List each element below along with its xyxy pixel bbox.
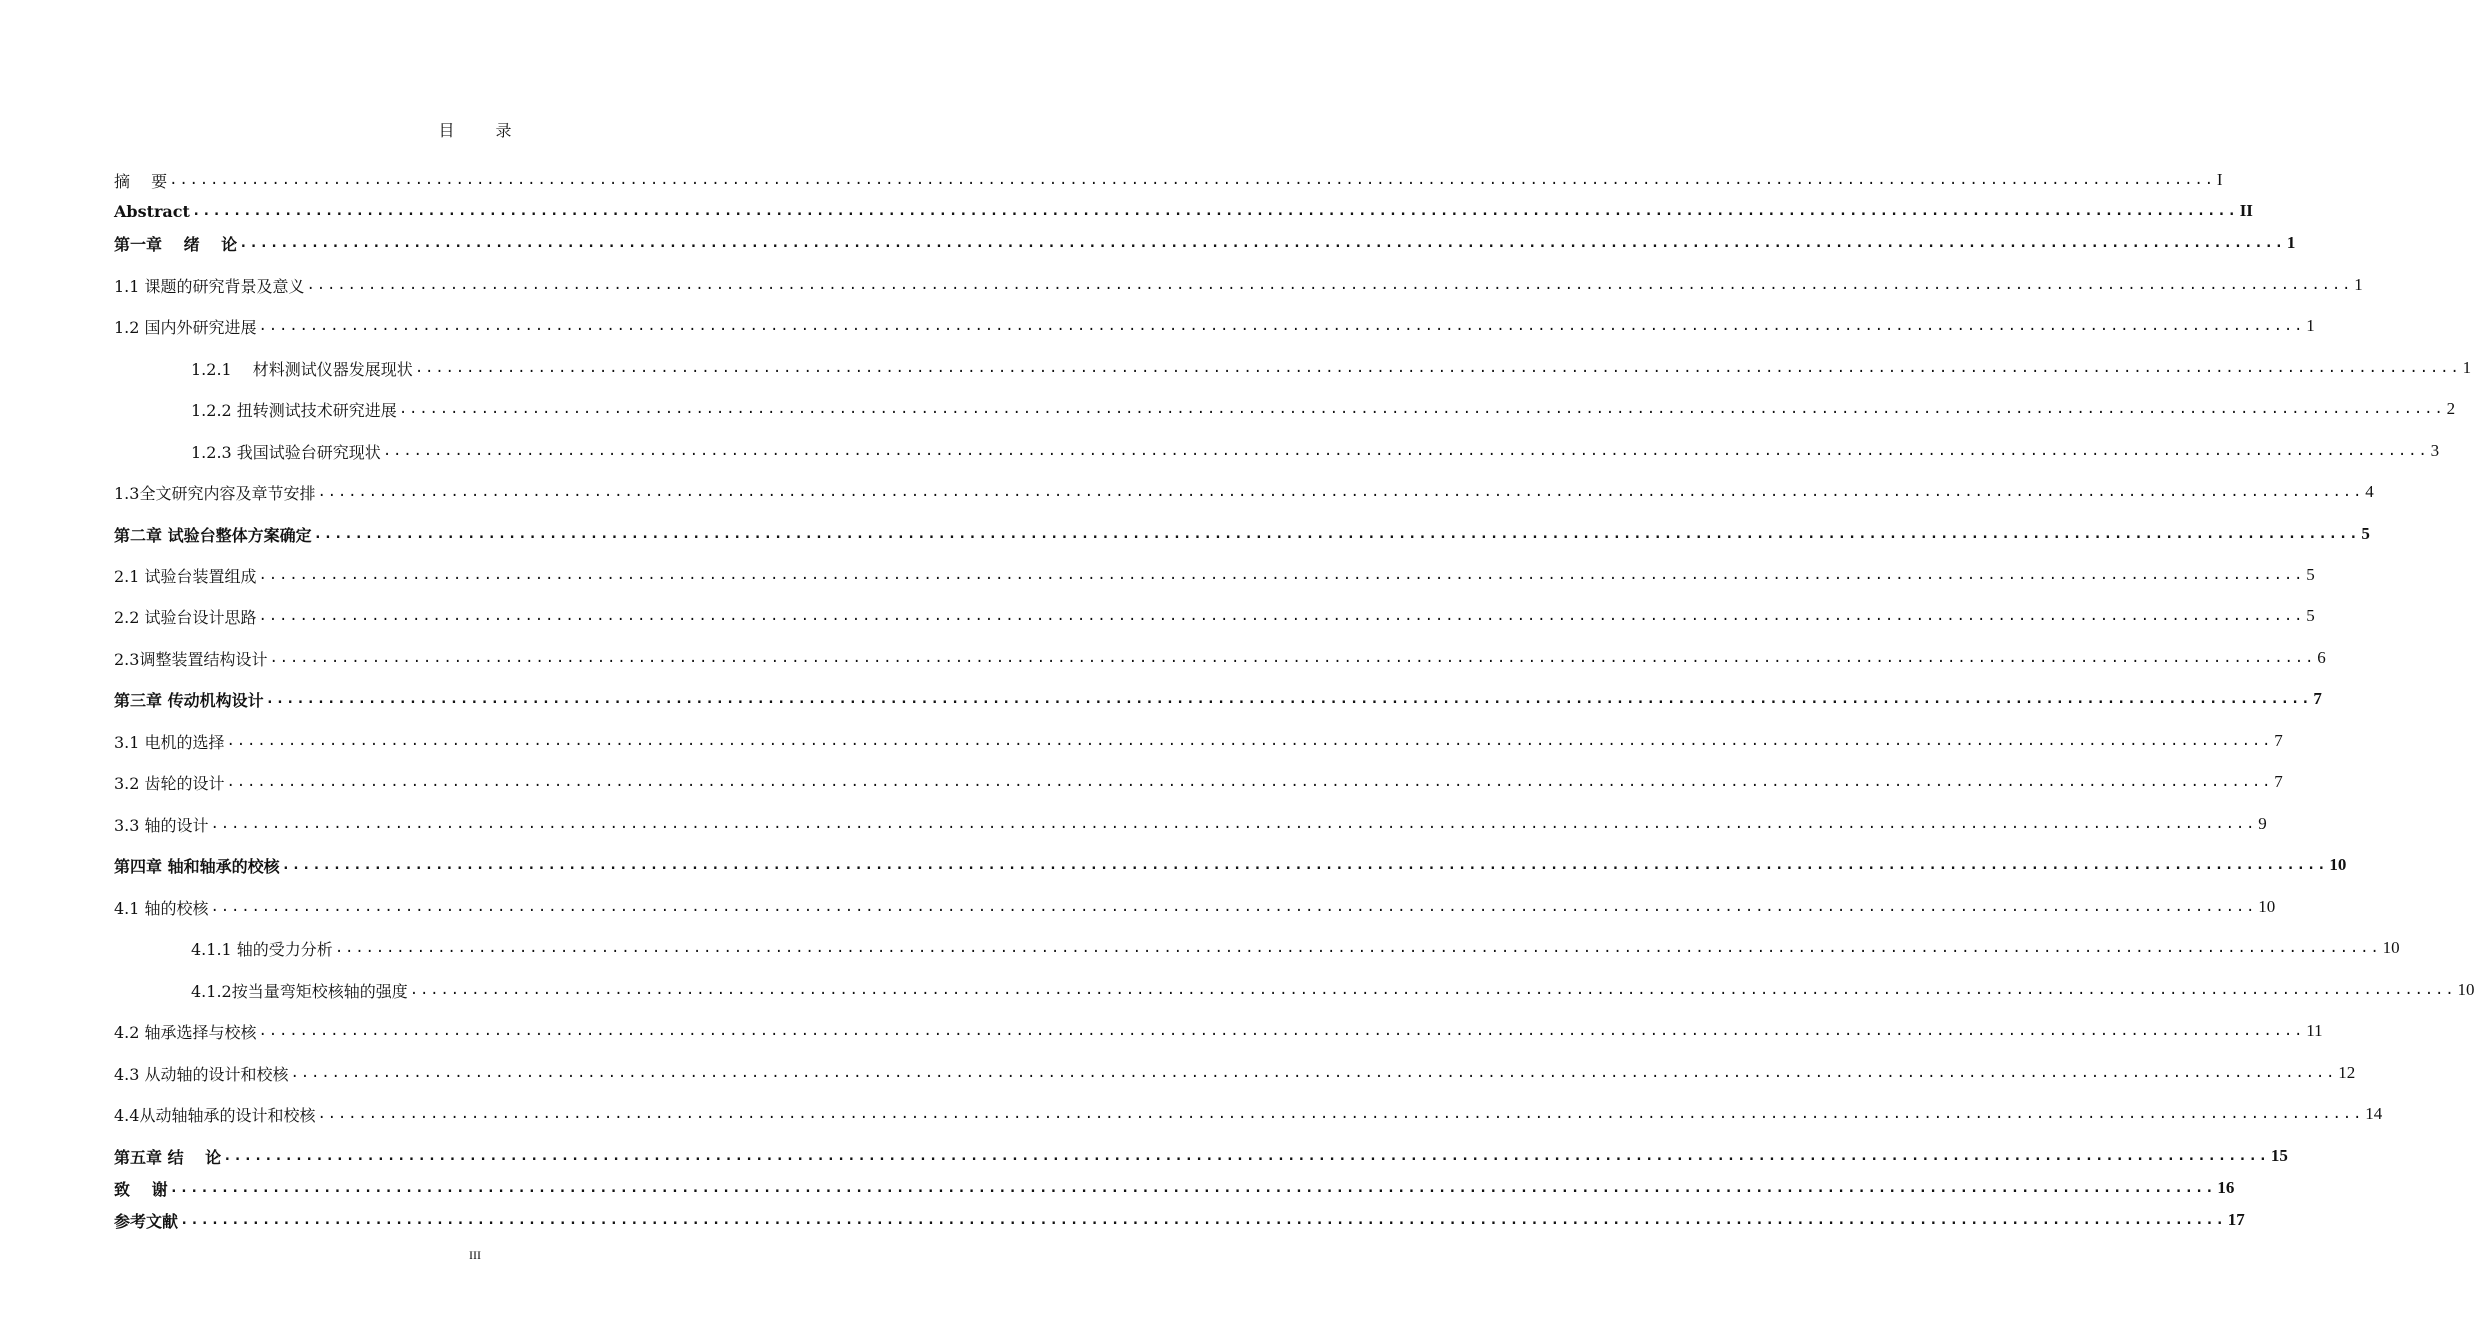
toc-entry[interactable] xyxy=(114,313,2315,339)
toc-entry[interactable] xyxy=(114,521,2370,547)
toc-entry-page: I xyxy=(2216,170,2223,189)
toc-entry-label: 第五章 结 论 xyxy=(114,1147,222,1167)
toc-entry-page: 16 xyxy=(2217,1178,2235,1197)
toc-entry-label: 4.1 轴的校核 xyxy=(114,898,209,918)
toc-entry-label: 第四章 轴和轴承的校核 xyxy=(114,856,280,876)
toc-entry-page: 14 xyxy=(2365,1104,2383,1123)
toc-entry-page: 4 xyxy=(2365,482,2374,501)
toc-entry-label: 1.2 国内外研究进展 xyxy=(114,317,257,337)
toc-entry-page: 7 xyxy=(2313,689,2322,708)
toc-entry-page: 1 xyxy=(2306,316,2315,335)
toc-dot-leader: ........................................................................................................................................................................................................ xyxy=(281,857,2328,873)
toc-entry-page: 10 xyxy=(2329,855,2347,874)
toc-dot-leader: ........................................................................................................................................................................................................ xyxy=(210,899,2257,915)
toc-entry[interactable] xyxy=(114,645,2326,671)
toc-entry[interactable] xyxy=(114,230,2296,256)
toc-entry-label: 第三章 传动机构设计 xyxy=(114,690,264,710)
toc-entry-label: 1.1 课题的研究背景及意义 xyxy=(114,276,305,296)
toc-dot-leader: ........................................................................................................................................................................................................ xyxy=(382,443,2429,459)
toc-entry-page: 10 xyxy=(2382,938,2400,957)
toc-entry[interactable] xyxy=(191,355,2472,381)
toc-entry-label: 4.2 轴承选择与校核 xyxy=(114,1022,257,1042)
toc-entry[interactable] xyxy=(114,1018,2323,1044)
toc-entry-label: 摘 要 xyxy=(114,171,168,191)
toc-entry-label: 1.2.1 材料测试仪器发展现状 xyxy=(191,359,413,379)
toc-entry-label: 致 谢 xyxy=(114,1179,168,1199)
toc-entry-label: 参考文献 xyxy=(114,1211,179,1231)
toc-entry[interactable] xyxy=(114,686,2322,712)
toc-entry[interactable] xyxy=(114,894,2276,920)
toc-dot-leader: ........................................................................................................................................................................................................ xyxy=(414,360,2461,376)
toc-entry[interactable] xyxy=(191,935,2400,961)
toc-entry-page: 5 xyxy=(2306,606,2315,625)
toc-dot-leader: ........................................................................................................................................................................................................ xyxy=(258,567,2305,583)
toc-entry[interactable] xyxy=(114,728,2283,754)
toc-entry[interactable] xyxy=(114,1143,2288,1169)
toc-entry-page: 7 xyxy=(2274,772,2283,791)
toc-entry-label: 3.1 电机的选择 xyxy=(114,732,225,752)
toc-entry-page: 11 xyxy=(2306,1021,2323,1040)
toc-dot-leader: ........................................................................................................................................................................................................ xyxy=(169,1180,2216,1196)
toc-entry-label: 2.2 试验台设计思路 xyxy=(114,607,257,627)
toc-dot-leader: ........................................................................................................................................................................................................ xyxy=(223,1148,2269,1164)
toc-entry[interactable] xyxy=(191,438,2440,464)
toc-dot-leader: ........................................................................................................................................................................................................ xyxy=(226,774,2273,790)
toc-entry[interactable] xyxy=(114,167,2223,193)
toc-entry-label: 4.1.2按当量弯矩校核轴的强度 xyxy=(191,981,408,1001)
toc-entry-label: 4.4从动轴轴承的设计和校核 xyxy=(114,1105,316,1125)
toc-entry[interactable] xyxy=(114,1060,2356,1086)
toc-entry-page: 5 xyxy=(2306,565,2315,584)
toc-entry[interactable] xyxy=(114,769,2283,795)
toc-entry[interactable] xyxy=(114,1207,2245,1233)
toc-dot-leader: ........................................................................................................................................................................................................ xyxy=(265,691,2312,707)
toc-dot-leader: ........................................................................................................................................................................................................ xyxy=(226,733,2273,749)
toc-entry[interactable] xyxy=(114,562,2315,588)
toc-dot-leader: ........................................................................................................................................................................................................ xyxy=(317,1106,2364,1122)
toc-entry[interactable] xyxy=(114,272,2363,298)
toc-dot-leader: ........................................................................................................................................................................................................ xyxy=(191,203,2238,219)
toc-entry-page: 17 xyxy=(2227,1210,2245,1229)
toc-entry[interactable] xyxy=(191,977,2474,1003)
toc-dot-leader: ........................................................................................................................................................................................................ xyxy=(180,1212,2226,1228)
toc-dot-leader: ........................................................................................................................................................................................................ xyxy=(169,172,2215,188)
toc-dot-leader: ........................................................................................................................................................................................................ xyxy=(239,235,2285,251)
toc-entry[interactable] xyxy=(114,603,2315,629)
page-title: 目 录 xyxy=(438,121,530,140)
toc-entry-page: 15 xyxy=(2270,1146,2288,1165)
toc-entry-label: 4.1.1 轴的受力分析 xyxy=(191,939,333,959)
toc-dot-leader: ........................................................................................................................................................................................................ xyxy=(313,526,2360,542)
toc-entry-page: 5 xyxy=(2361,524,2370,543)
toc-entry-page: 12 xyxy=(2338,1063,2356,1082)
toc-dot-leader: ........................................................................................................................................................................................................ xyxy=(306,277,2353,293)
toc-entry-label: 2.3调整装置结构设计 xyxy=(114,649,268,669)
toc-dot-leader: ........................................................................................................................................................................................................ xyxy=(317,484,2364,500)
toc-entry-page: 10 xyxy=(2258,897,2276,916)
toc-entry-page: 6 xyxy=(2317,648,2326,667)
toc-entry-page: 3 xyxy=(2430,441,2440,460)
toc-entry-page: 1 xyxy=(2286,233,2296,252)
toc-entry-label: 1.2.2 扭转测试技术研究进展 xyxy=(191,400,397,420)
toc-entry[interactable] xyxy=(114,811,2267,837)
toc-entry[interactable] xyxy=(114,1101,2383,1127)
toc-dot-leader: ........................................................................................................................................................................................................ xyxy=(258,318,2305,334)
toc-dot-leader: ........................................................................................................................................................................................................ xyxy=(258,608,2305,624)
toc-entry[interactable] xyxy=(191,396,2456,422)
toc-entry-label: 第一章 绪 论 xyxy=(114,234,238,254)
toc-entry-page: 10 xyxy=(2457,980,2474,999)
toc-dot-leader: ........................................................................................................................................................................................................ xyxy=(334,940,2381,956)
toc-entry-page: 1 xyxy=(2462,358,2472,377)
toc-entry-label: 1.3全文研究内容及章节安排 xyxy=(114,483,316,503)
toc-entry-label: 4.3 从动轴的设计和校核 xyxy=(114,1064,289,1084)
toc-entry-label: Abstract xyxy=(114,201,190,221)
toc-dot-leader: ........................................................................................................................................................................................................ xyxy=(398,401,2445,417)
toc-entry-page: 2 xyxy=(2446,399,2456,418)
toc-entry-page: 7 xyxy=(2274,731,2283,750)
page-number: III xyxy=(469,1248,481,1262)
toc-entry-label: 3.2 齿轮的设计 xyxy=(114,773,225,793)
toc-entry-page: II xyxy=(2239,201,2253,220)
toc-entry[interactable] xyxy=(114,1175,2235,1201)
toc-entry[interactable] xyxy=(114,852,2347,878)
toc-entry-page: 9 xyxy=(2258,814,2267,833)
toc-entry-label: 第二章 试验台整体方案确定 xyxy=(114,525,312,545)
toc-entry-label: 1.2.3 我国试验台研究现状 xyxy=(191,442,381,462)
toc-dot-leader: ........................................................................................................................................................................................................ xyxy=(210,816,2257,832)
toc-dot-leader: ........................................................................................................................................................................................................ xyxy=(409,982,2456,998)
toc-dot-leader: ........................................................................................................................................................................................................ xyxy=(290,1065,2337,1081)
toc-entry-label: 2.1 试验台装置组成 xyxy=(114,566,257,586)
toc-entry[interactable] xyxy=(114,479,2374,505)
toc-entry-label: 3.3 轴的设计 xyxy=(114,815,209,835)
toc-dot-leader: ........................................................................................................................................................................................................ xyxy=(258,1023,2305,1039)
toc-entry-page: 1 xyxy=(2354,275,2363,294)
toc-dot-leader: ........................................................................................................................................................................................................ xyxy=(269,650,2316,666)
toc-entry[interactable] xyxy=(114,198,2253,224)
